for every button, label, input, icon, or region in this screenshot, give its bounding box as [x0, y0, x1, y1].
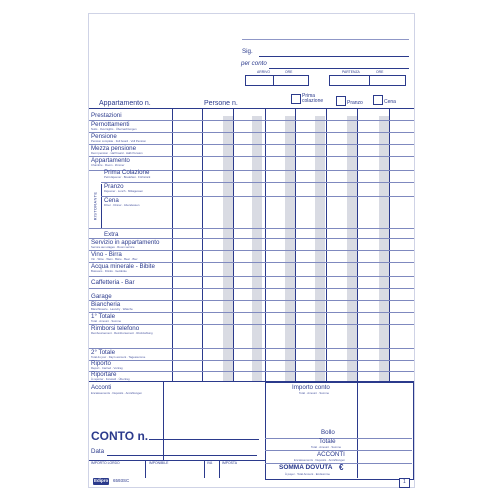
col-line-7: [389, 108, 390, 381]
row-line: [89, 132, 414, 133]
row-label: Extra: [104, 231, 119, 238]
arrival-hour-field[interactable]: [273, 75, 309, 86]
checkbox-prima-colazione[interactable]: [291, 94, 301, 104]
footer-col-imponibile: IMPONIBILE: [149, 461, 169, 465]
footer-div-3: [219, 460, 220, 478]
footer-col-lordo: IMPORTO LORDO: [91, 461, 120, 465]
per-conto-line[interactable]: [269, 68, 409, 69]
col-line-0: [172, 108, 173, 381]
row-label: Pensione: [91, 133, 117, 140]
row-label: 2° Totale: [91, 349, 116, 356]
conto-number-line[interactable]: [149, 439, 259, 440]
acconti-divider: [163, 382, 164, 460]
grid-top-border: [89, 108, 414, 109]
row-sub: Report · Carried · Vortrag: [91, 366, 123, 370]
row-sub: Boissons · Drinks · Getränke: [91, 269, 127, 273]
checkbox-pranzo[interactable]: [336, 96, 346, 106]
row-sub: Blanchisserie · Laundry · Wäsche: [91, 307, 133, 311]
row-line: [101, 196, 414, 197]
acconti-label: Acconti: [91, 384, 112, 391]
row-label: Pernottamenti: [91, 121, 130, 128]
col-line-4: [295, 108, 296, 381]
checkbox-cena[interactable]: [373, 95, 383, 105]
row-sub: Petit déjeuner · Breakfast · Frühstück: [104, 175, 151, 179]
appartamento-label: Appartamento n.: [99, 100, 151, 107]
totale-sub: Total · Amount · Summe: [311, 445, 341, 449]
charges-grid: [89, 108, 414, 382]
row-sub: À reporter · Forward · Übertrag: [91, 377, 130, 381]
acconti-right-sub: Encaissements · Deposits · Anzahlungen: [294, 458, 345, 462]
row-sub: Demi pension · Half board · Halb Pension: [91, 151, 143, 155]
row-line: [89, 120, 414, 121]
ristorante-label: RISTORANTE: [92, 191, 98, 221]
row-sub: Pension complète · Full board · Voll Pension: [91, 139, 147, 143]
row-label: Vino - Birra: [91, 251, 122, 258]
row-line: [89, 288, 414, 289]
row-sub: Remboursement · Reimbursement · Rückzahlung: [91, 331, 153, 335]
brand-logo: [93, 478, 109, 485]
row-line: [89, 156, 414, 157]
row-label: Riportare: [91, 371, 117, 378]
date-line[interactable]: [107, 455, 257, 456]
euro-icon: €: [339, 463, 344, 472]
row-label: Biancheria: [91, 301, 121, 308]
row-sub: Service aux étages · Room service: [91, 245, 135, 249]
row-label: Rimborsi telefono: [91, 325, 140, 332]
brand-label: Edipro: [94, 478, 109, 483]
row-line: [89, 348, 414, 349]
row-label: Garage: [91, 293, 112, 300]
date-col-ore-2: ORE: [376, 70, 384, 74]
row-line: [89, 371, 414, 372]
row-sub: Dîner · Dinner · Abendessen: [104, 203, 140, 207]
date-col-ore-1: ORE: [285, 70, 293, 74]
departure-hour-field[interactable]: [369, 75, 406, 86]
col-line-2: [233, 108, 234, 381]
footer-col-iva: IVA: [207, 461, 213, 465]
page-number-box: [399, 478, 410, 488]
product-code: 6593SC: [113, 478, 130, 483]
row-sub: Total du jour · Day's account · Tagessumme: [91, 355, 146, 359]
row-label: Appartamento: [91, 157, 130, 164]
conto-label: CONTO n.: [91, 429, 149, 443]
page-number: 1: [403, 479, 406, 485]
persone-label: Persone n.: [204, 100, 238, 107]
importo-conto-label: Importo conto: [292, 384, 330, 391]
row-sub: Vin · Wine · Wein · Bière · Beer · Bier: [91, 257, 138, 261]
totale-label: Totale: [319, 438, 336, 445]
row-line: [101, 182, 414, 183]
top-line: [242, 39, 409, 40]
row-line: [89, 144, 414, 145]
somma-dovuta-label: SOMMA DOVUTA: [279, 464, 333, 471]
sig-label: Sig.: [242, 48, 253, 55]
acconti-sub: Encaissements · Deposits · Anzahlungen: [91, 391, 142, 395]
data-label: Data: [91, 448, 105, 455]
row-label: Mezza pensione: [91, 145, 137, 152]
footer-col-imposta: IMPOSTA: [222, 461, 238, 465]
importo-conto-sub: Total · Amount · Summe: [299, 391, 329, 395]
row-label: 1° Totale: [91, 313, 116, 320]
cena-label: Cena: [384, 99, 396, 105]
row-label: Acqua minerale - Bibite: [91, 263, 155, 270]
pranzo-label: Pranzo: [347, 100, 363, 106]
somma-sub: À payer · Total Amount · Endsumme: [285, 472, 330, 476]
ristorante-divider: [101, 184, 102, 228]
col-line-5: [326, 108, 327, 381]
row-label: Prima Colazione: [104, 169, 150, 176]
bottom-section: [89, 382, 414, 487]
row-label: Riporto: [91, 360, 111, 367]
per-conto-label: per conto: [241, 60, 267, 67]
bollo-label: Bollo: [321, 429, 335, 436]
sig-line[interactable]: [259, 56, 409, 57]
row-line: [89, 276, 414, 277]
footer-div-2: [204, 460, 205, 478]
row-sub: Nuits · Overnights · Übernachtungen: [91, 127, 137, 131]
hotel-bill-form: [88, 13, 415, 488]
prima-colazione-label: Prima colazione: [302, 93, 324, 105]
row-label: Caffetteria - Bar: [91, 279, 135, 286]
acconti-right-label: ACCONTI: [317, 451, 345, 458]
row-sub: Chambre · Room · Zimmer: [91, 163, 125, 167]
row-line: [89, 250, 414, 251]
col-line-1: [202, 108, 203, 381]
row-sub: Total · Amount · Summe: [91, 319, 121, 323]
date-col-partenza: PARTENZA: [342, 70, 360, 74]
row-label: Servizio in appartamento: [91, 239, 160, 246]
row-line: [89, 312, 414, 313]
bollo-line: [265, 438, 412, 439]
row-label: Prestazioni: [91, 112, 122, 119]
col-line-3: [265, 108, 266, 381]
date-col-arrivo: ARRIVO: [257, 70, 270, 74]
row-sub: Déjeuner · Lunch · Mittagessen: [104, 189, 144, 193]
row-label: Cena: [104, 197, 119, 204]
row-line: [89, 360, 414, 361]
col-line-6: [357, 108, 358, 381]
row-line: [89, 300, 414, 301]
footer-div-1: [145, 460, 146, 478]
row-label: Pranzo: [104, 183, 124, 190]
row-line: [89, 228, 414, 229]
